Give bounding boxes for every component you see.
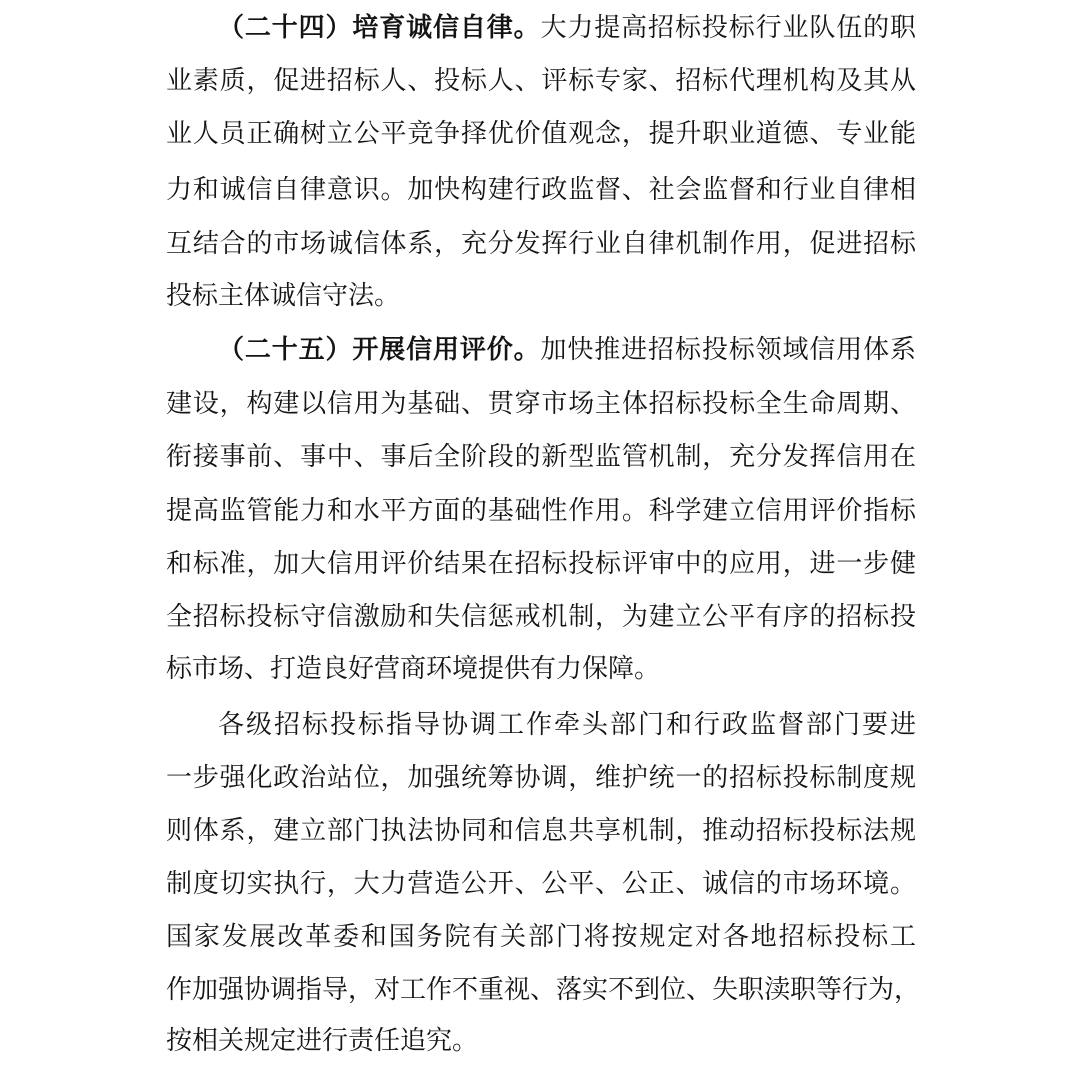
paragraph-25-text: 加快推进招标投标领域信用体系: [540, 335, 916, 365]
paragraph-24-line-4: 力和诚信自律意识。加快构建行政监督、社会监督和行业自律相: [166, 175, 916, 205]
paragraph-24-line-3: 业人员正确树立公平竞争择优价值观念，提升职业道德、专业能: [166, 119, 916, 149]
closing-paragraph-line-6: 作加强协调指导，对工作不重视、落实不到位、失职渎职等行为，: [166, 975, 921, 1005]
paragraph-25-line-3: 衔接事前、事中、事后全阶段的新型监管机制，充分发挥信用在: [166, 442, 916, 472]
paragraph-24-line-1: [218, 0, 916, 56]
closing-paragraph-line-7: 按相关规定进行责任追究。: [166, 1026, 479, 1056]
paragraph-25-line-4: 提高监管能力和水平方面的基础性作用。科学建立信用评价指标: [166, 496, 916, 526]
closing-paragraph-line-1: 各级招标投标指导协调工作牵头部门和行政监督部门要进: [218, 710, 916, 740]
closing-paragraph-line-5: 国家发展改革委和国务院有关部门将按规定对各地招标投标工: [166, 922, 916, 952]
closing-paragraph-line-3: 则体系，建立部门执法协同和信息共享机制，推动招标投标法规: [166, 816, 916, 846]
paragraph-25-line-1: [218, 322, 916, 378]
paragraph-24-text: 大力提高招标投标行业队伍的职: [540, 13, 916, 43]
closing-paragraph-line-2: 一步强化政治站位，加强统筹协调，维护统一的招标投标制度规: [166, 763, 916, 793]
paragraph-25-line-7: 标市场、打造良好营商环境提供有力保障。: [166, 654, 661, 684]
paragraph-25-line-5: 和标准，加大信用评价结果在招标投标评审中的应用，进一步健: [166, 549, 916, 579]
closing-paragraph-line-4: 制度切实执行，大力营造公开、公平、公正、诚信的市场环境。: [166, 869, 916, 899]
paragraph-25-line-6: 全招标投标守信激励和失信惩戒机制，为建立公平有序的招标投: [166, 602, 916, 632]
paragraph-24-line-5: 互结合的市场诚信体系，充分发挥行业自律机制作用，促进招标: [166, 229, 916, 259]
paragraph-25-heading: （二十五）开展信用评价。: [218, 335, 541, 365]
paragraph-24-line-2: 业素质，促进招标人、投标人、评标专家、招标代理机构及其从: [166, 66, 916, 96]
paragraph-25-line-2: 建设，构建以信用为基础、贯穿市场主体招标投标全生命周期、: [166, 389, 916, 419]
paragraph-24-line-6: 投标主体诚信守法。: [166, 281, 401, 311]
paragraph-24-heading: （二十四）培育诚信自律。: [218, 13, 541, 43]
